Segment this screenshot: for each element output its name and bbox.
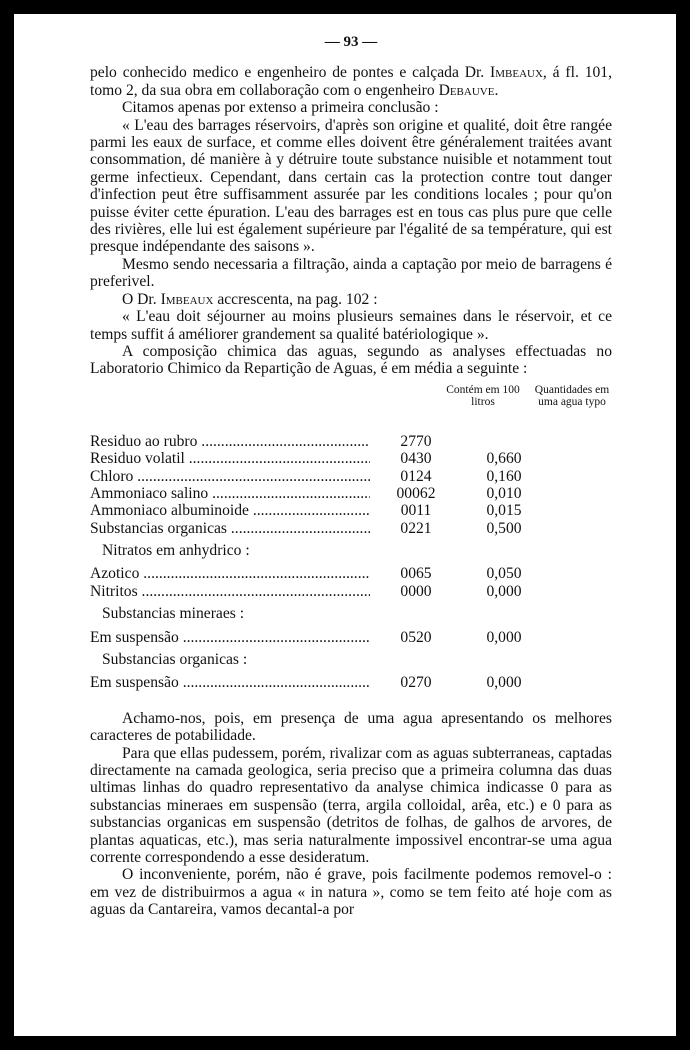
table-row bbox=[90, 520, 612, 537]
table-row bbox=[90, 468, 612, 485]
row-value-contem: 0221 bbox=[400, 519, 432, 537]
table-row bbox=[90, 583, 612, 600]
row-value-contem: 0270 bbox=[400, 674, 432, 692]
row-value-quantidade: 0,015 bbox=[486, 502, 522, 520]
french-quote-1: « L'eau des barrages réservoirs, d'après son origine et qualité, doit être rangée parmi les eaux de surface, et comme elles doivent être généralement traitées avant consommation, dé manière à y détruire toute substance nuisible et notamment tout germe infectieux. Cependant, dans certain cas la protection contre tout danger d'infection peut être suffisamment assurée par les conditions locales ; pour qu'on puisse éviter cette épuration. L'eau des barrages est en tous cas plus pure que celle des rivières, elle lui est également supérieure par l'égalité de sa température, qui est presque indépendante des saisons ». bbox=[90, 116, 612, 256]
intro-text-b: , á fl. 101, tomo 2, da sua obra em collaboração com o engenheiro bbox=[90, 64, 612, 99]
row-value-contem: 2770 bbox=[400, 432, 432, 450]
row-value-quantidade: 0,160 bbox=[486, 467, 522, 485]
citation-intro: Citamos apenas por extenso a primeira conclusão : bbox=[122, 99, 439, 117]
row-label: Residuo volatil ..... bbox=[90, 450, 370, 467]
row-value-quantidade: 0,000 bbox=[486, 674, 522, 692]
analysis-table bbox=[90, 433, 612, 692]
row-value-quantidade: 0,050 bbox=[486, 565, 522, 583]
row-value-contem: 00062 bbox=[396, 484, 436, 502]
author-name-imbeaux: Imbeaux bbox=[490, 64, 543, 82]
row-label: Em suspensão ..... bbox=[90, 629, 370, 646]
author-name-debauve: Debauve bbox=[438, 81, 495, 99]
row-label: Chloro ..... bbox=[90, 468, 370, 485]
column-header-quantidades: Quantidades em uma agua typo bbox=[534, 383, 610, 409]
intro-paragraph bbox=[90, 64, 612, 99]
row-value-contem: 0520 bbox=[400, 628, 432, 646]
table-row bbox=[90, 565, 612, 582]
row-label: Nitritos ..... bbox=[90, 583, 370, 600]
row-label: Em suspensão ..... bbox=[90, 674, 370, 691]
table-header bbox=[90, 384, 612, 409]
column-header-contem: Contém em 100 litros bbox=[446, 383, 520, 409]
table-subheading-mineraes: Substancias mineraes : bbox=[102, 605, 245, 623]
inconveniente-paragraph: O inconveniente, porém, não é grave, pois facilmente podemos removel-o : em vez de distribuirmos a agua « in natura », como se tem feito até hoje com as aguas da Cantareira, vamos decantal-a por bbox=[90, 866, 612, 919]
table-row bbox=[90, 450, 612, 467]
row-value-contem: 0011 bbox=[400, 502, 432, 520]
row-value-quantidade: 0,000 bbox=[486, 628, 522, 646]
row-label: Residuo ao rubro ..... bbox=[90, 433, 370, 450]
row-value-quantidade: 0,000 bbox=[486, 582, 522, 600]
row-label: Substancias organicas ..... bbox=[90, 520, 370, 537]
table-row bbox=[90, 502, 612, 519]
table-row bbox=[90, 433, 612, 450]
imbeaux-name: Imbeaux bbox=[160, 290, 214, 308]
page-content bbox=[90, 34, 612, 919]
potability-paragraph: Achamo-nos, pois, em presença de uma agua apresentando os melhores caracteres de potabilidade. bbox=[90, 709, 612, 745]
row-value-contem: 0065 bbox=[400, 565, 432, 583]
page-number: — 93 — bbox=[324, 34, 378, 50]
filtration-paragraph: Mesmo sendo necessaria a filtração, ainda a captação por meio de barragens é preferivel. bbox=[90, 255, 612, 291]
composition-paragraph: A composição chimica das aguas, segundo as analyses effectuadas no Laboratorio Chimico da Repartição de Aguas, é em média a seguinte : bbox=[90, 342, 612, 378]
table-subheading-organicas: Substancias organicas : bbox=[102, 651, 248, 669]
french-quote-2: « L'eau doit séjourner au moins plusieurs semaines dans le réservoir, et ce temps suffit á améliorer grandement sa qualité batériologique ». bbox=[90, 308, 612, 343]
row-value-contem: 0000 bbox=[400, 582, 432, 600]
table-row bbox=[90, 485, 612, 502]
row-value-quantidade: 0,500 bbox=[486, 519, 522, 537]
row-value-contem: 0124 bbox=[400, 467, 432, 485]
intro-text-a: pelo conhecido medico e engenheiro de pontes e calçada Dr. bbox=[90, 64, 491, 82]
imbeaux-text-b: accrescenta, na pag. 102 : bbox=[213, 290, 378, 308]
imbeaux-text-a: O Dr. bbox=[122, 290, 161, 308]
intro-text-c: . bbox=[494, 81, 499, 99]
row-label: Ammoniaco salino ..... bbox=[90, 485, 370, 502]
rivalizar-paragraph: Para que ellas pudessem, porém, rivalizar com as aguas subterraneas, captadas directamente na camada geologica, seria preciso que a primeira columna das duas ultimas linhas do quadro representativo da analyse chimica indicasse 0 para as substancias mineraes em suspensão (terra, argila colloidal, arêa, etc.) e 0 para as substancias organicas em suspensão (detritos de folhas, de galhos de arvores, de plantas aquaticas, etc.), mas seria naturalmente impossivel encontrar-se uma agua corrente correspondendo a esse desideratum. bbox=[90, 744, 612, 867]
row-label: Ammoniaco albuminoide ..... bbox=[90, 502, 370, 519]
table-subheading-nitratos: Nitratos em anhydrico : bbox=[102, 542, 250, 560]
table-row bbox=[90, 629, 612, 646]
row-label: Azotico ..... bbox=[90, 565, 370, 582]
table-row bbox=[90, 674, 612, 691]
document-sheet bbox=[14, 14, 676, 1036]
row-value-quantidade: 0,010 bbox=[486, 484, 522, 502]
row-value-contem: 0430 bbox=[400, 450, 432, 468]
imbeaux-paragraph bbox=[90, 291, 612, 308]
row-value-quantidade: 0,660 bbox=[486, 450, 522, 468]
